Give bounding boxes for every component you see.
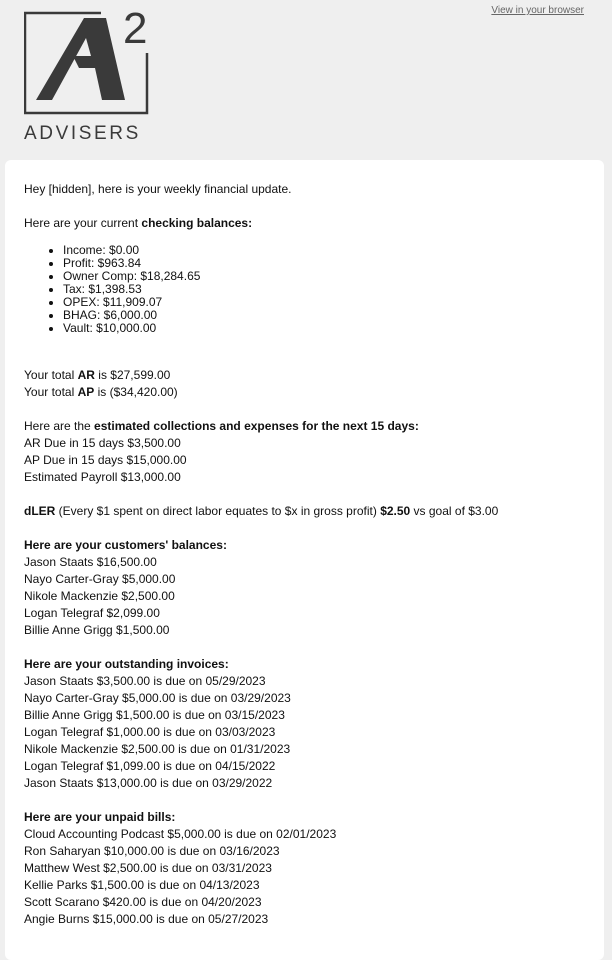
invoice-line: Billie Anne Grigg $1,500.00 is due on 03/15/2023 [24,708,285,722]
email-header [0,0,612,160]
customer-line: Nayo Carter-Gray $5,000.00 [24,572,176,586]
bill-line: Kellie Parks $1,500.00 is due on 04/13/2023 [24,878,260,892]
invoice-line: Nikole Mackenzie $2,500.00 is due on 01/31/2023 [24,742,291,756]
bill-line: Angie Burns $15,000.00 is due on 05/27/2023 [24,912,269,926]
balance-owner-comp: • Owner Comp: $18,284.65 [63,270,594,283]
customer-line: Logan Telegraf $2,099.00 [24,606,160,620]
checking-balances-list [24,244,594,335]
bill-line: Cloud Accounting Podcast $5,000.00 is due on 02/01/2023 [24,827,337,841]
email-content [24,181,594,928]
invoice-line: Nayo Carter-Gray $5,000.00 is due on 03/29/2023 [24,691,291,705]
bills-title: Here are your unpaid bills: [24,810,176,824]
invoice-line: Logan Telegraf $1,099.00 is due on 04/15/2022 [24,759,276,773]
balance-vault: • Vault: $10,000.00 [63,322,594,335]
estimate-payroll: Estimated Payroll $13,000.00 [24,470,181,484]
invoices-title: Here are your outstanding invoices: [24,657,229,671]
bill-line: Matthew West $2,500.00 is due on 03/31/2023 [24,861,272,875]
customer-line: Billie Anne Grigg $1,500.00 [24,623,170,637]
invoice-line: Logan Telegraf $1,000.00 is due on 03/03/2023 [24,725,276,739]
total-ar: Your total AR is $27,599.00 [24,368,171,382]
customer-line: Jason Staats $16,500.00 [24,555,157,569]
brand-superscript: 2 [123,4,148,53]
balance-bhag: • BHAG: $6,000.00 [63,309,594,322]
bill-line: Ron Saharyan $10,000.00 is due on 03/16/2023 [24,844,280,858]
total-ap: Your total AP is ($34,420.00) [24,385,178,399]
estimates-intro: Here are the estimated collections and expenses for the next 15 days: [24,419,419,433]
customer-line: Nikole Mackenzie $2,500.00 [24,589,175,603]
estimate-ar-due: AR Due in 15 days $3,500.00 [24,436,181,450]
email-body-card [5,160,604,960]
dler-line: dLER (Every $1 spent on direct labor equates to $x in gross profit) $2.50 vs goal of $3.00 [24,504,499,518]
invoice-line: Jason Staats $3,500.00 is due on 05/29/2023 [24,674,266,688]
brand-name: ADVISERS [24,123,141,144]
view-in-browser-link[interactable]: View in your browser [491,5,584,16]
greeting: Hey [hidden], here is your weekly financial update. [24,182,292,196]
balance-tax: • Tax: $1,398.53 [63,283,594,296]
a2-advisers-logo [24,0,164,145]
balance-income: • Income: $0.00 [63,244,594,257]
estimate-ap-due: AP Due in 15 days $15,000.00 [24,453,187,467]
bill-line: Scott Scarano $420.00 is due on 04/20/2023 [24,895,262,909]
balance-opex: • OPEX: $11,909.07 [63,296,594,309]
customers-title: Here are your customers' balances: [24,538,227,552]
balance-profit: • Profit: $963.84 [63,257,594,270]
checking-intro: Here are your current checking balances: [24,216,253,230]
invoice-line: Jason Staats $13,000.00 is due on 03/29/2022 [24,776,273,790]
